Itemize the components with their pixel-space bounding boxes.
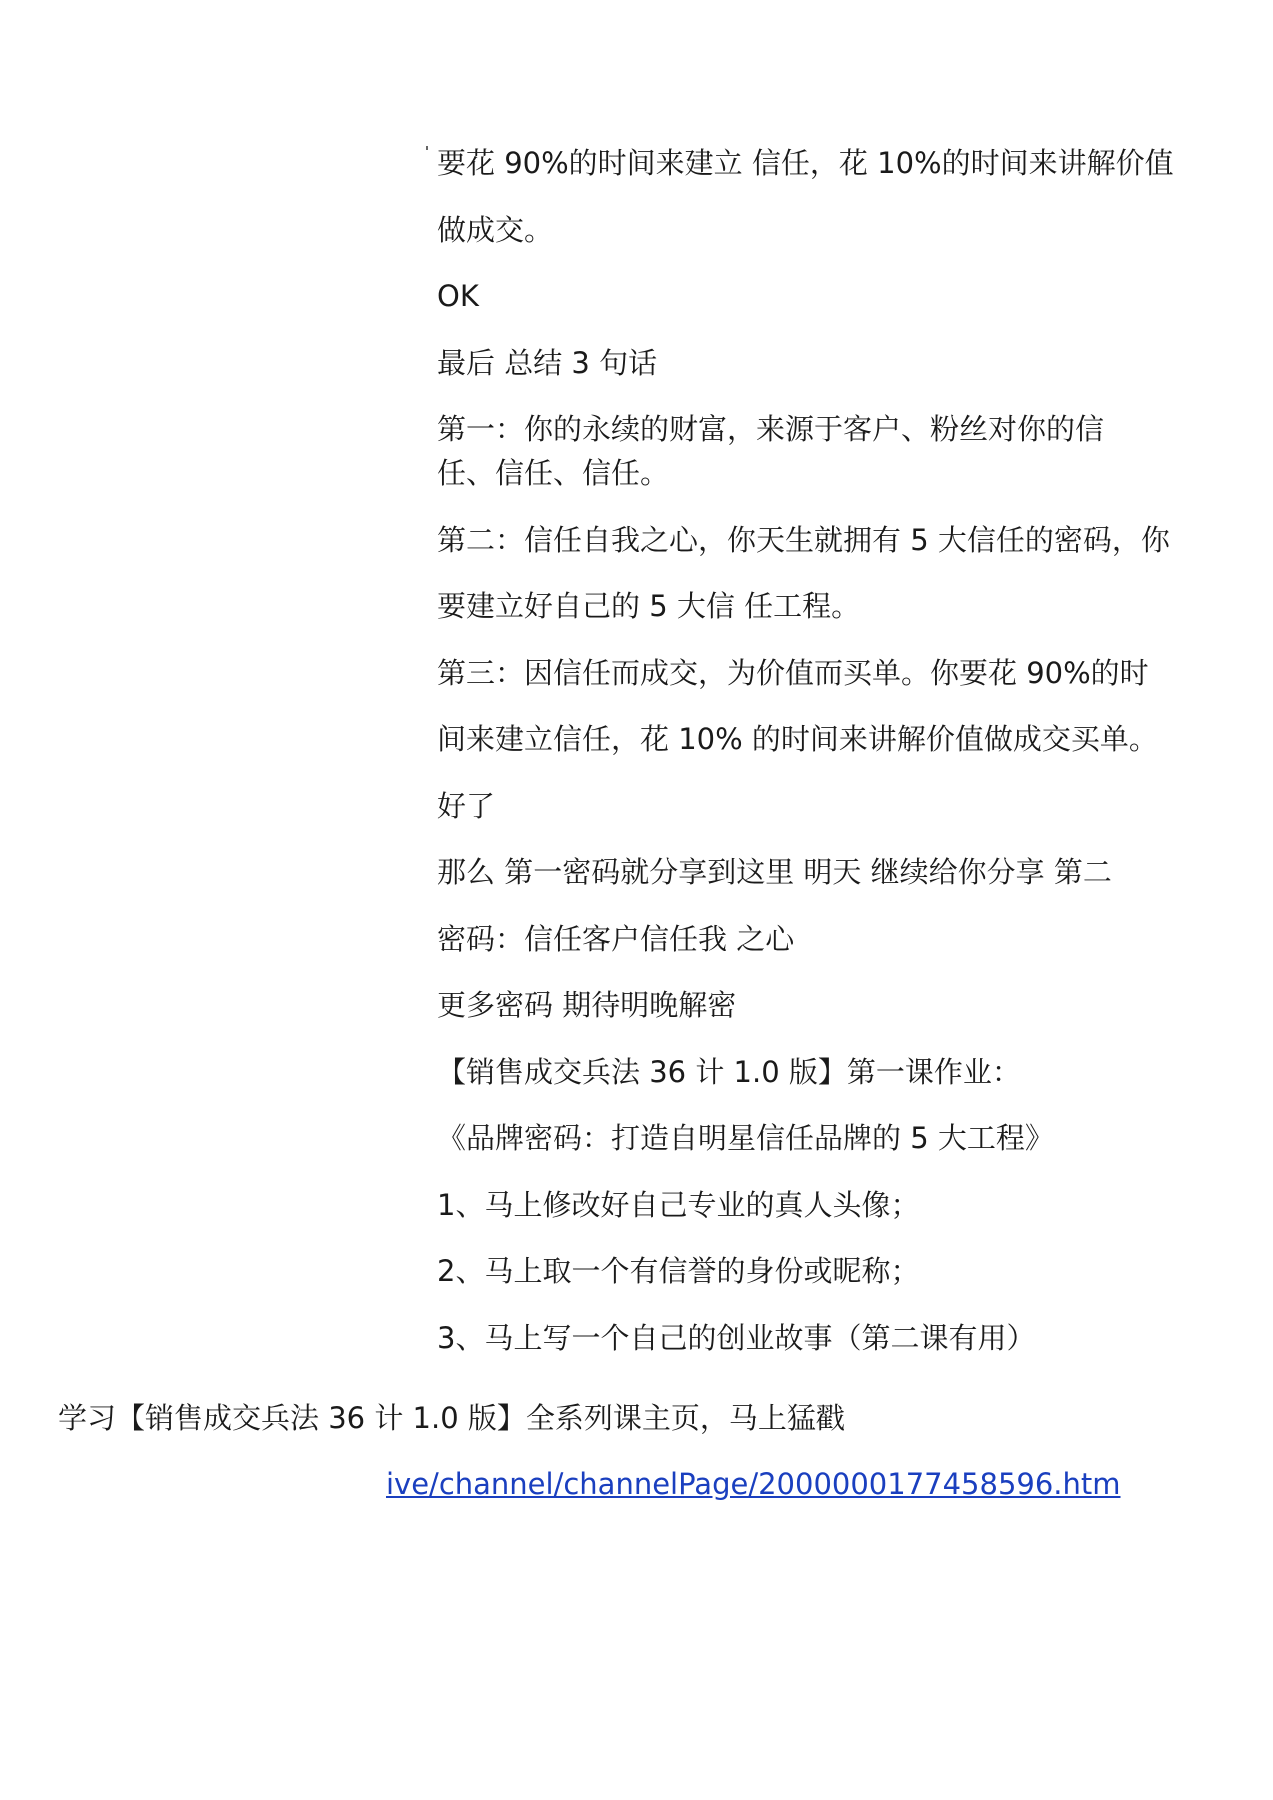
text-line-2: 做成交。	[437, 213, 554, 247]
text-line-4: 最后 总结 3 句话	[437, 346, 658, 380]
text-line-7: 第二：信任自我之心，你天生就拥有 5 大信任的密码，你	[437, 523, 1170, 557]
text-line-13: 密码：信任客户信任我 之心	[437, 922, 795, 956]
text-line-11: 好了	[437, 789, 496, 823]
text-line-10: 间来建立信任，花 10% 的时间来讲解价值做成交买单。	[437, 722, 1158, 756]
text-line-6: 任、信任、信任。	[437, 456, 670, 490]
text-line-17: 1、马上修改好自己专业的真人头像；	[437, 1188, 920, 1222]
text-line-19: 3、马上写一个自己的创业故事（第二课有用）	[437, 1321, 1036, 1355]
text-line-18: 2、马上取一个有信誉的身份或昵称；	[437, 1254, 920, 1288]
text-line-15: 【销售成交兵法 36 计 1.0 版】第一课作业：	[437, 1055, 1021, 1089]
text-line-5: 第一：你的永续的财富，来源于客户、粉丝对你的信	[437, 412, 1105, 446]
scan-mark	[426, 146, 428, 150]
text-line-12: 那么 第一密码就分享到这里 明天 继续给你分享 第二	[437, 855, 1112, 889]
text-line-3: OK	[437, 279, 479, 313]
text-line-9: 第三：因信任而成交，为价值而买单。你要花 90%的时	[437, 656, 1149, 690]
text-line-1: 要花 90%的时间来建立 信任，花 10%的时间来讲解价值	[437, 146, 1174, 180]
text-line-14: 更多密码 期待明晚解密	[437, 988, 737, 1022]
text-line-8: 要建立好自己的 5 大信 任工程。	[437, 589, 861, 623]
course-link[interactable]: ive/channel/channelPage/2000000177458596.htm	[386, 1467, 1121, 1501]
text-line-16: 《品牌密码：打造自明星信任品牌的 5 大工程》	[437, 1121, 1054, 1155]
study-line: 学习【销售成交兵法 36 计 1.0 版】全系列课主页，马上猛戳	[58, 1401, 845, 1435]
